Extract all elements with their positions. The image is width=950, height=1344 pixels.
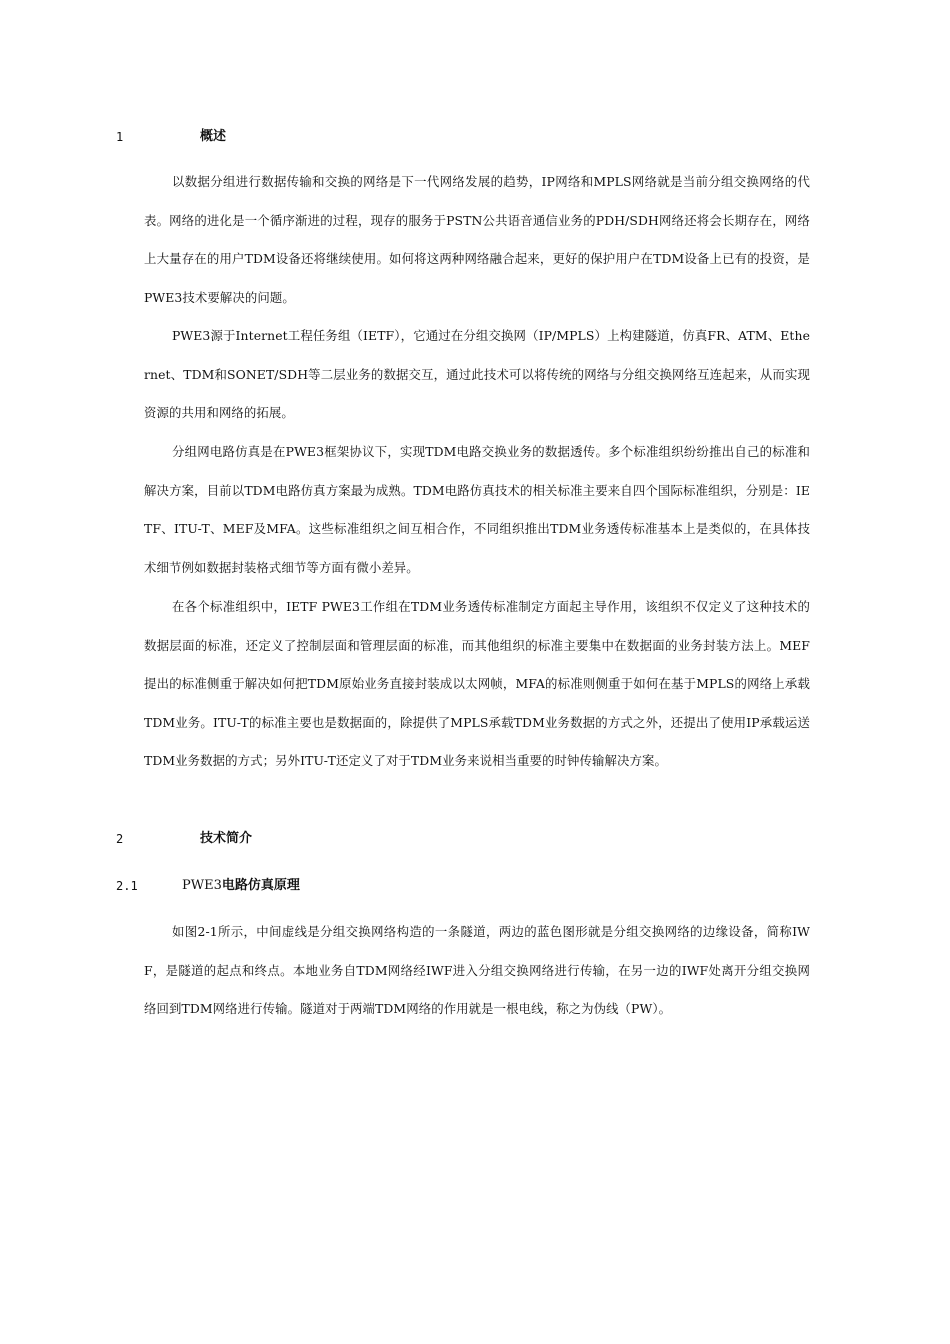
- section-title: 概述: [200, 129, 227, 144]
- paragraph-overview-4: 在各个标准组织中，IETF PWE3工作组在TDM业务透传标准制定方面起主导作用，该组织不仅定义了这种技术的数据层面的标准，还定义了控制层面和管理层面的标准，而其他组织的标准主要集中在数据面的业务封装方法上。MEF提出的标准侧重于解决如何把TDM原始业务直接封装成以太网帧，MFA的标准则侧重于如何在基于MPLS的网络上承载TDM业务。ITU-T的标准主要也是数据面的，除提供了MPLS承载TDM业务数据的方式之外，还提出了使用IP承载运送TDM业务数据的方式；另外ITU-T还定义了对于TDM业务来说相当重要的时钟传输解决方案。: [144, 599, 810, 768]
- section-heading-1: [116, 125, 816, 149]
- paragraph-overview-1: 以数据分组进行数据传输和交换的网络是下一代网络发展的趋势，IP网络和MPLS网络就是当前分组交换网络的代表。网络的进化是一个循序渐进的过程，现存的服务于PSTN公共语音通信业务的PDH/SDH网络还将会长期存在，网络上大量存在的用户TDM设备还将继续使用。如何将这两种网络融合起来，更好的保护用户在TDM设备上已有的投资，是PWE3技术要解决的问题。: [144, 174, 810, 305]
- paragraph-overview-3: 分组网电路仿真是在PWE3框架协议下，实现TDM电路交换业务的数据透传。多个标准组织纷纷推出自己的标准和解决方案，目前以TDM电路仿真方案最为成熟。TDM电路仿真技术的相关标准主要来自四个国际标准组织，分别是：IETF、ITU-T、MEF及MFA。这些标准组织之间互相合作，不同组织推出TDM业务透传标准基本上是类似的，在具体技术细节例如数据封装格式细节等方面有微小差异。: [144, 444, 810, 575]
- section-title-prefix: PWE3: [182, 878, 222, 893]
- paragraph-overview-2: PWE3源于Internet工程任务组（IETF），它通过在分组交换网（IP/MPLS）上构建隧道，仿真FR、ATM、Ethernet、TDM和SONET/SDH等二层业务的数据交互，通过此技术可以将传统的网络与分组交换网络互连起来，从而实现资源的共用和网络的拓展。: [144, 328, 810, 420]
- section-heading-2-1: [116, 874, 816, 898]
- section-title: [182, 874, 300, 898]
- section-title-text: 电路仿真原理: [221, 878, 300, 893]
- section-number: 2: [116, 832, 124, 846]
- section-number: 2.1: [116, 879, 138, 893]
- section-title: 技术简介: [200, 831, 253, 846]
- paragraph-principle-1: 如图2-1所示，中间虚线是分组交换网络构造的一条隧道，两边的蓝色图形就是分组交换网络的边缘设备，简称IWF，是隧道的起点和终点。本地业务自TDM网络经IWF进入分组交换网络进行传输，在另一边的IWF处离开分组交换网络回到TDM网络进行传输。隧道对于两端TDM网络的作用就是一根电线，称之为伪线（PW）。: [144, 924, 810, 1016]
- section-number: 1: [116, 130, 124, 144]
- section-heading-2: [116, 827, 816, 851]
